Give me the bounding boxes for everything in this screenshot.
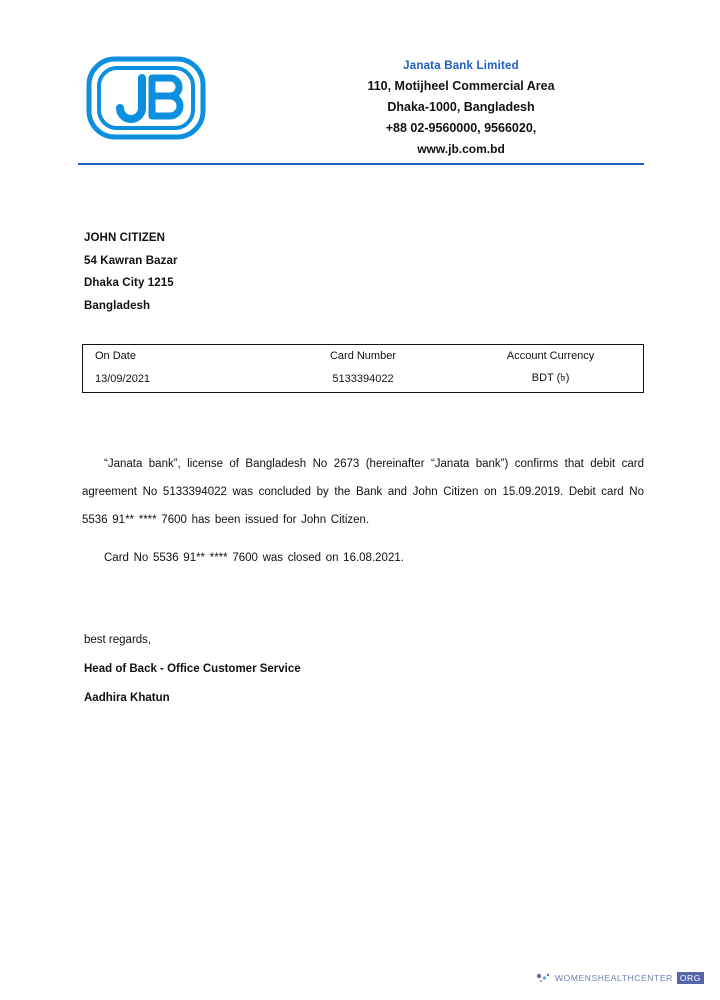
cell-account-currency: BDT (৳)	[531, 372, 570, 384]
bank-city-line: Dhaka-1000, Bangladesh	[387, 100, 535, 114]
signoff-name: Aadhira Khatun	[84, 692, 170, 704]
header-divider	[78, 163, 644, 165]
table-row	[83, 366, 643, 392]
cell-on-date: 13/09/2021	[95, 372, 151, 385]
bank-name: Janata Bank Limited	[403, 60, 519, 72]
table-header-account-currency: Account Currency	[506, 350, 595, 362]
bank-phone-line: +88 02-9560000, 9566020,	[385, 121, 537, 135]
addressee-block	[84, 232, 484, 322]
table-header-row	[83, 345, 643, 366]
signoff-regards: best regards,	[84, 634, 152, 646]
bank-address-line: 110, Motijheel Commercial Area	[367, 79, 555, 93]
watermark	[535, 972, 704, 984]
addressee-street: 54 Kawran Bazar	[84, 254, 178, 267]
letter-body	[82, 450, 644, 582]
janata-bank-jb-logo-icon	[86, 56, 206, 140]
signoff-block	[84, 634, 504, 704]
body-paragraph-2: Card No 5536 91** **** 7600 was closed on 16.08.2021.	[104, 552, 404, 564]
addressee-city: Dhaka City 1215	[84, 277, 174, 289]
watermark-dots-icon	[535, 972, 551, 984]
watermark-suffix: ORG	[677, 972, 704, 984]
table-header-on-date: On Date	[95, 350, 136, 362]
card-info-table	[82, 344, 644, 393]
signoff-role: Head of Back - Office Customer Service	[84, 663, 301, 675]
body-paragraph-1: “Janata bank”, license of Bangladesh No 2673 (hereinafter “Janata bank”) confirms that debit card agreement No 5133394022 was concluded by the Bank and John Citizen on 15.09.2019. Debit card No 5536 91** **** 7600 has been issued for John Citizen.	[82, 458, 644, 526]
table-header-card-number: Card Number	[329, 350, 396, 362]
bank-contact-block	[278, 60, 644, 163]
bank-website: www.jb.com.bd	[417, 142, 505, 156]
addressee-country: Bangladesh	[84, 299, 151, 312]
letterhead	[78, 52, 644, 162]
addressee-name: JOHN CITIZEN	[84, 232, 166, 244]
watermark-text: WOMENSHEALTHCENTER	[554, 973, 673, 983]
cell-card-number: 5133394022	[332, 372, 394, 385]
